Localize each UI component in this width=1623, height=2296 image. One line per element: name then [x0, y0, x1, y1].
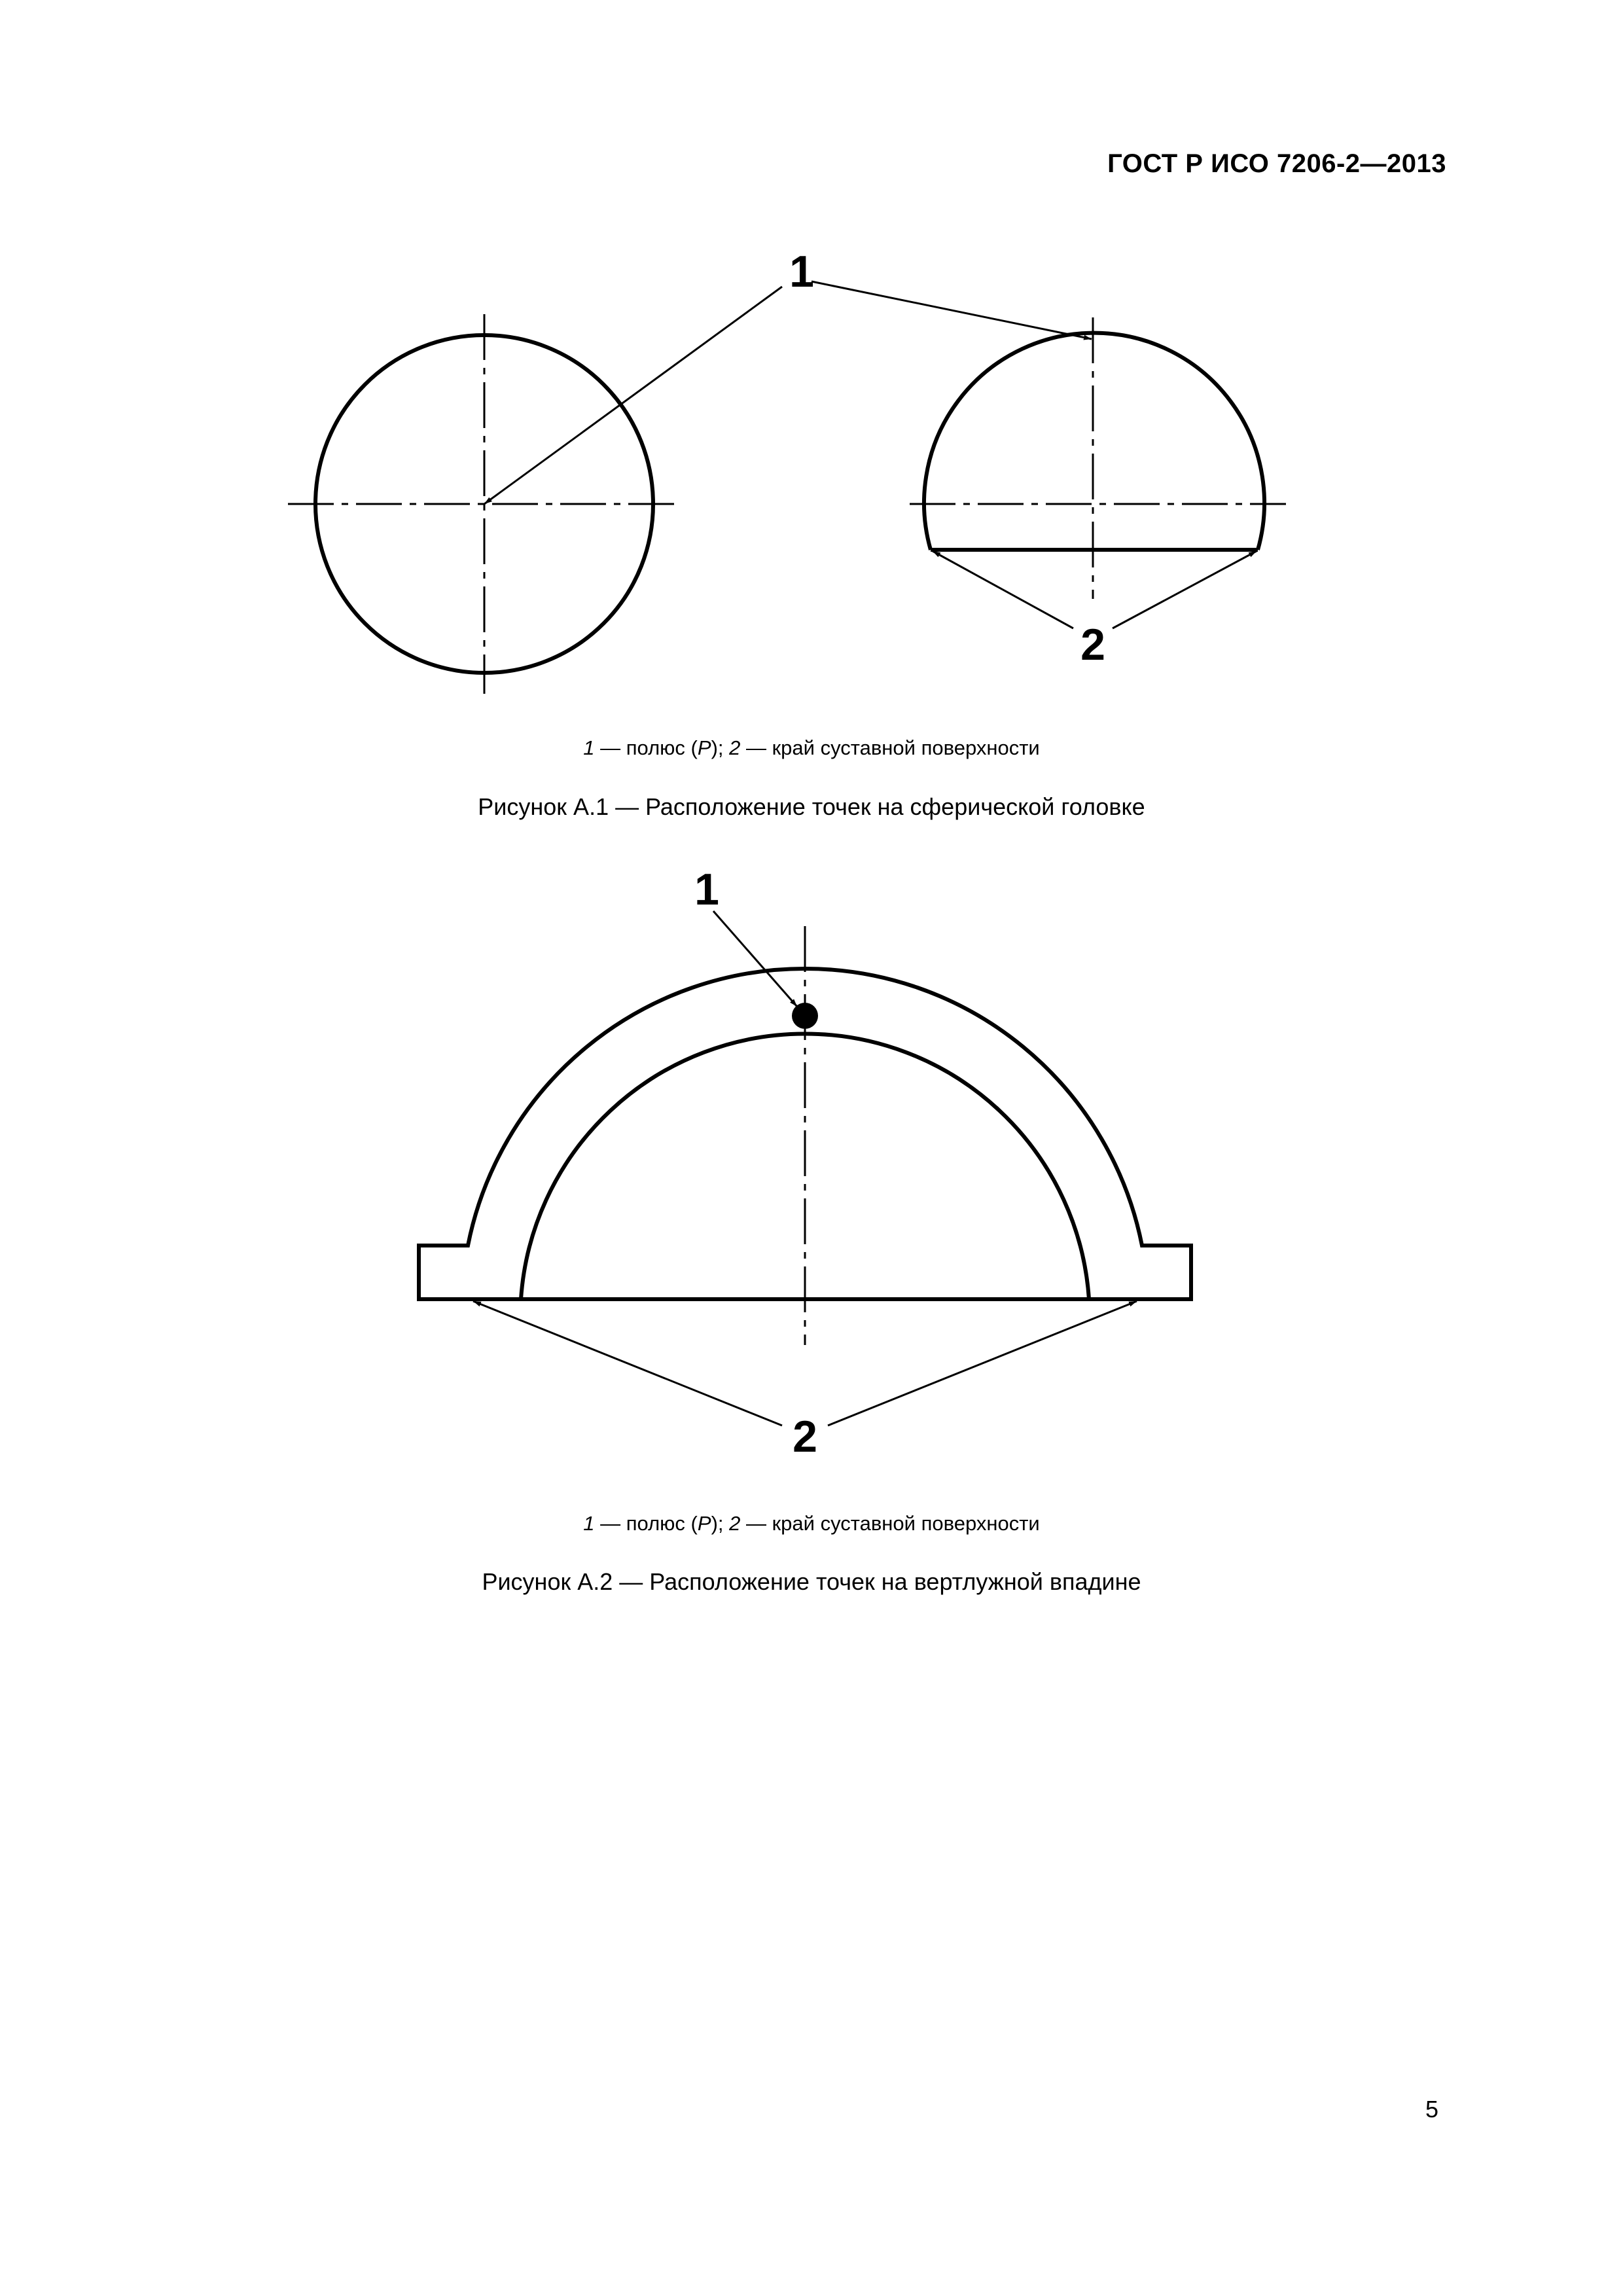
callout-1-label: 1	[789, 247, 814, 296]
callout-2-leader-left	[473, 1301, 782, 1426]
callout-1-leader-right	[812, 281, 1092, 339]
figure-a2-drawing	[0, 851, 1623, 1473]
callout-2-leader-right	[1113, 551, 1257, 628]
figure-a2-caption: Рисунок А.2 — Расположение точек на вертлужной впадине	[482, 1568, 1141, 1595]
callout-2-label: 2	[793, 1412, 817, 1462]
page-number: 5	[1425, 2096, 1438, 2123]
head-outline	[924, 333, 1264, 550]
callout-1-leader-left	[484, 287, 782, 504]
figure-a2-legend: 1 — полюс (P); 2 — край суставной поверхности	[583, 1512, 1040, 1535]
figure-a1-drawing	[0, 236, 1623, 707]
callout-2-label: 2	[1080, 620, 1105, 670]
callout-1-label: 1	[694, 865, 719, 914]
document-id-header: ГОСТ Р ИСО 7206-2—2013	[1107, 149, 1446, 178]
callout-2-leader-left	[933, 551, 1073, 628]
figure-a1-caption: Рисунок А.1 — Расположение точек на сферической головке	[478, 793, 1145, 820]
pole-point	[792, 1003, 818, 1029]
callout-1-leader	[713, 911, 797, 1007]
figure-a1-legend: 1 — полюс (P); 2 — край суставной поверхности	[583, 736, 1040, 759]
callout-2-leader-right	[828, 1301, 1137, 1426]
